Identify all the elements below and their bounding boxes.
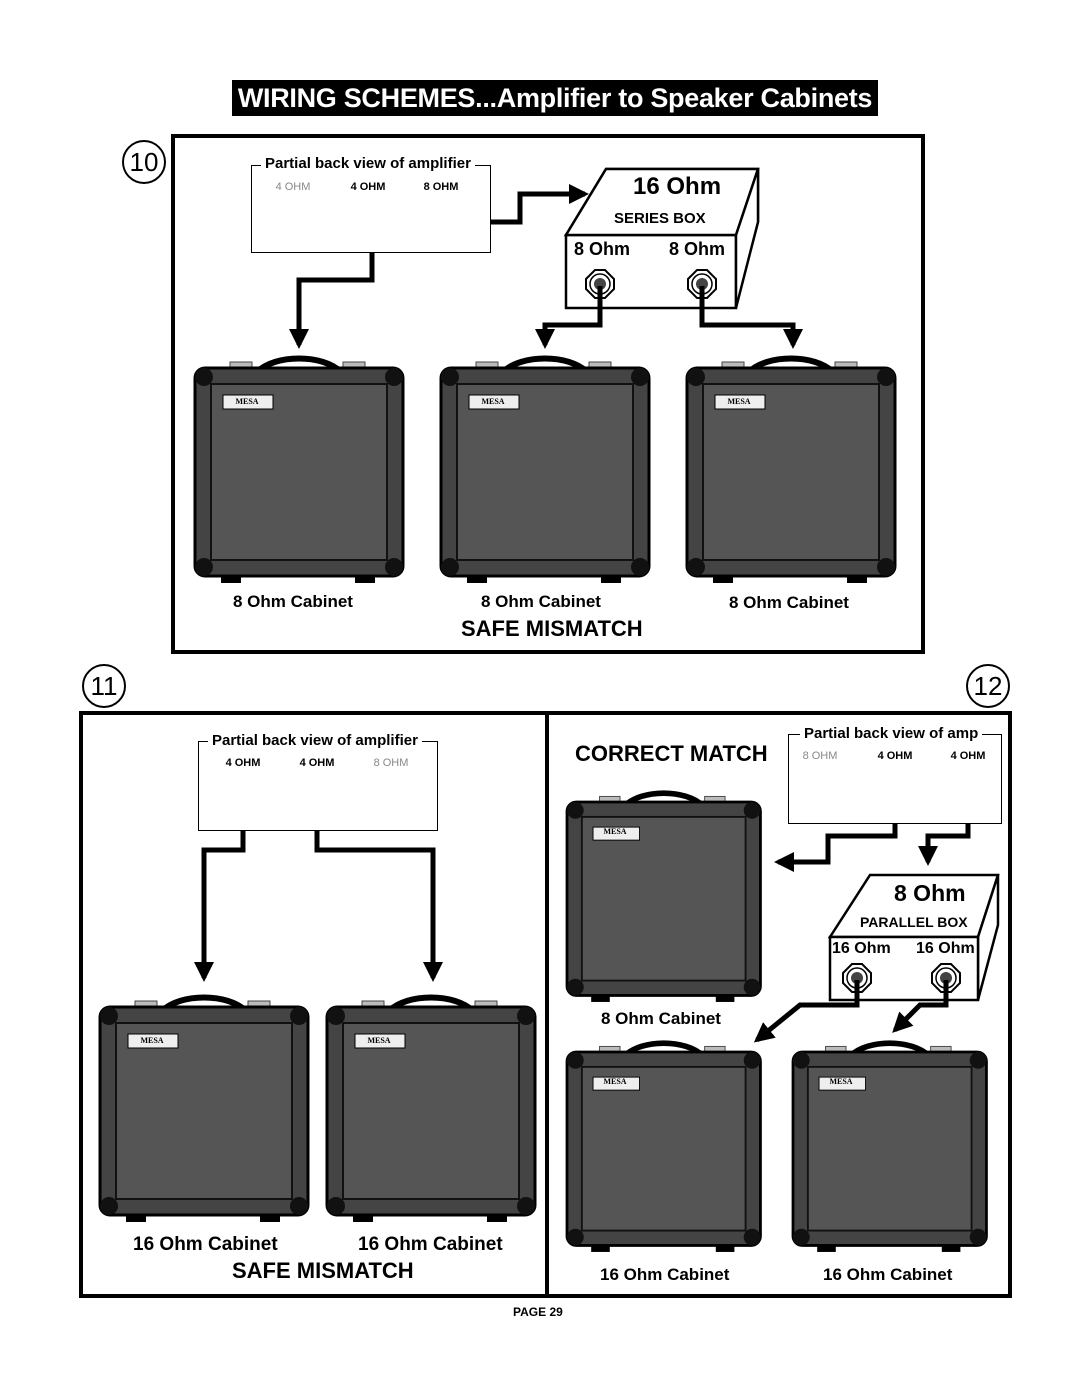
- d10-jack-label-2: 4 OHM: [350, 181, 386, 193]
- d12-cab1-logo: MESA: [603, 827, 627, 836]
- diagram-number-12: 12: [966, 664, 1010, 708]
- parallel-box-ohm: 8 Ohm: [894, 880, 966, 906]
- d10-amp-title: Partial back view of amplifier: [261, 155, 475, 172]
- series-box-out1: 8 Ohm: [574, 239, 631, 259]
- d10-cab2-logo: MESA: [481, 397, 505, 406]
- cabinet-d12-2: [567, 1043, 760, 1252]
- d12-cabinet-label-3: 16 Ohm Cabinet: [823, 1265, 953, 1284]
- d10-cabinet-label-3: 8 Ohm Cabinet: [729, 593, 849, 612]
- diagram-number-11: 11: [82, 664, 126, 708]
- d12-jack-label-3: 4 OHM: [950, 750, 986, 762]
- d12-cab3-logo: MESA: [829, 1077, 853, 1086]
- d11-cabinet-label-2: 16 Ohm Cabinet: [358, 1234, 503, 1255]
- d12-jack-label-1: 8 OHM: [802, 750, 838, 762]
- d10-result: SAFE MISMATCH: [461, 616, 643, 641]
- d10-cabinet-label-1: 8 Ohm Cabinet: [233, 592, 353, 611]
- cabinet-d11-2: [327, 998, 535, 1223]
- series-box-out2: 8 Ohm: [669, 239, 726, 259]
- d11-jack-label-3: 8 OHM: [373, 757, 409, 769]
- d10-cabinet-label-2: 8 Ohm Cabinet: [481, 592, 601, 611]
- series-box-ohm: 16 Ohm: [633, 173, 722, 200]
- d11-cabinet-label-1: 16 Ohm Cabinet: [133, 1234, 278, 1255]
- d12-cabinet-label-1: 8 Ohm Cabinet: [601, 1009, 721, 1028]
- parallel-box-label: PARALLEL BOX: [860, 914, 968, 930]
- diagram-number-10: 10: [122, 140, 166, 184]
- d11-jack-label-1: 4 OHM: [225, 757, 261, 769]
- cabinet-d12-1: [567, 793, 760, 1002]
- d11-amp-title: Partial back view of amplifier: [208, 732, 422, 749]
- d11-cab1-logo: MESA: [140, 1036, 164, 1045]
- d12-cab2-logo: MESA: [603, 1077, 627, 1086]
- d11-cab2-logo: MESA: [367, 1036, 391, 1045]
- d12-cabinet-label-2: 16 Ohm Cabinet: [600, 1265, 730, 1284]
- cabinet-d10-2: [441, 359, 649, 584]
- d10-amp-back-view: [251, 165, 491, 253]
- page-number: PAGE 29: [513, 1305, 563, 1319]
- d10-cab3-logo: MESA: [727, 397, 751, 406]
- d11-amp-back-view: [198, 741, 438, 831]
- d12-result: CORRECT MATCH: [575, 741, 768, 766]
- d10-jack-label-1: 4 OHM: [275, 181, 311, 193]
- d12-jack-label-2: 4 OHM: [877, 750, 913, 762]
- parallel-box-out2: 16 Ohm: [916, 940, 975, 957]
- d10-jack-label-3: 8 OHM: [423, 181, 459, 193]
- d11-jack-label-2: 4 OHM: [299, 757, 335, 769]
- d12-amp-title: Partial back view of amp: [800, 725, 982, 742]
- d12-amp-back-view: [788, 734, 1002, 824]
- d11-result: SAFE MISMATCH: [232, 1258, 414, 1283]
- cabinet-d10-3: [687, 359, 895, 584]
- parallel-box-out1: 16 Ohm: [832, 940, 891, 957]
- cabinet-d12-3: [793, 1043, 986, 1252]
- cabinet-d11-1: [100, 998, 308, 1223]
- cabinet-d10-1: [195, 359, 403, 584]
- d10-cab1-logo: MESA: [235, 397, 259, 406]
- series-box-label: SERIES BOX: [614, 210, 706, 227]
- page-title: WIRING SCHEMES...Amplifier to Speaker Cabinets: [232, 80, 878, 116]
